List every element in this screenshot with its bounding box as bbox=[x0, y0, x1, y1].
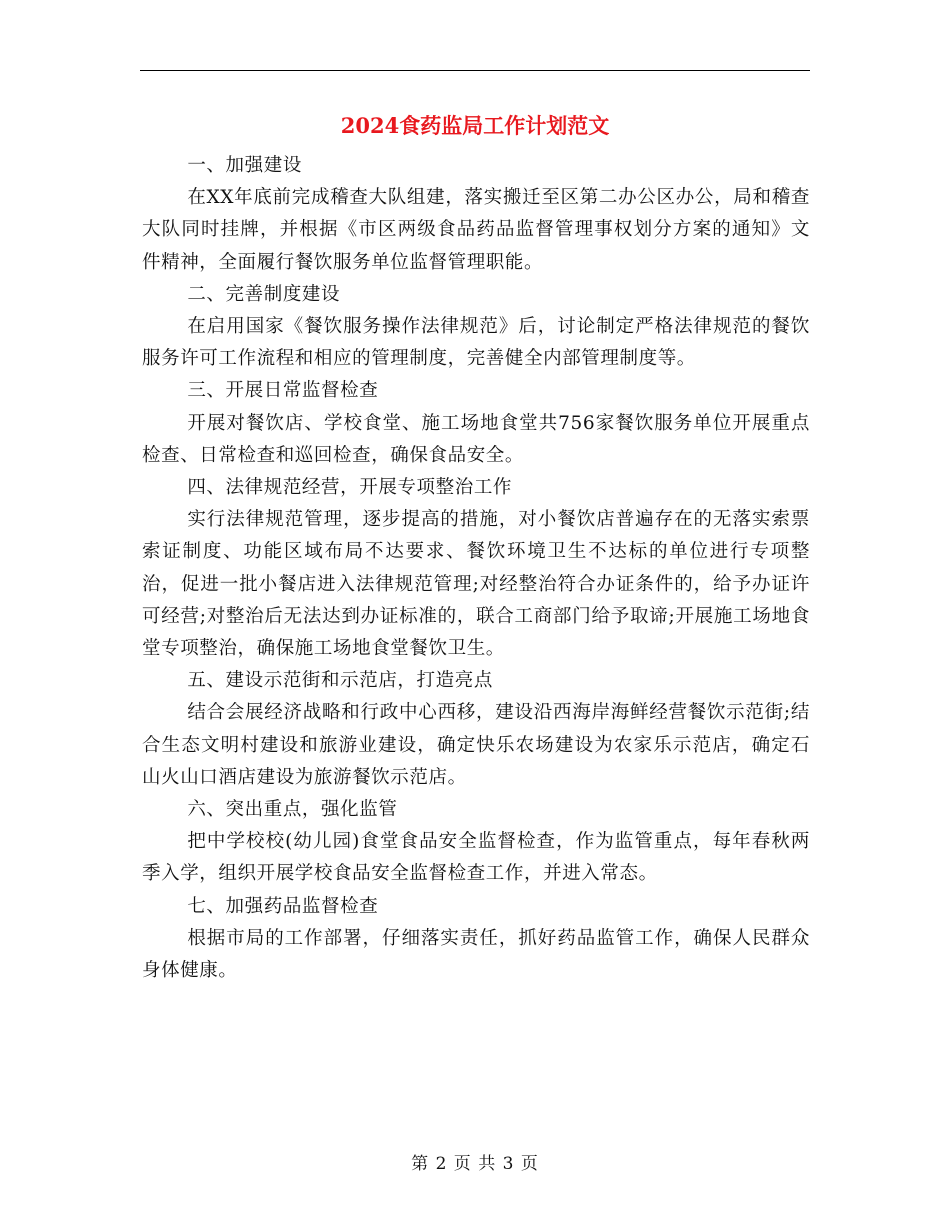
document-title: 2024食药监局工作计划范文 bbox=[340, 113, 610, 138]
section-heading-3: 三、开展日常监督检查 bbox=[187, 380, 379, 402]
body-paragraph-4: 实行法律规范管理，逐步提高的措施，对小餐饮店普遍存在的无落实索票索证制度、功能区域布局不达要求、餐饮环境卫生不达标的单位进行专项整治，促进一批小餐店进入法律规范管理;对经整治符合办证条件的，给予办证许可经营;对整治后无法达到办证标准的，联合工商部门给予取谛;开展施工场地食堂专项整治，确保施工场地食堂餐饮卫生。 bbox=[142, 509, 810, 660]
document-body bbox=[142, 150, 810, 987]
body-paragraph-1: 在XX年底前完成稽查大队组建，落实搬迁至区第二办公区办公，局和稽查大队同时挂牌，并根据《市区两级食品药品监督管理事权划分方案的通知》文件精神，全面履行餐饮服务单位监督管理职能。 bbox=[142, 187, 810, 273]
section-heading-2: 二、完善制度建设 bbox=[187, 283, 341, 305]
body-paragraph-6: 把中学校校(幼儿园)食堂食品安全监督检查，作为监管重点，每年春秋两季入学，组织开展学校食品安全监督检查工作，并进入常态。 bbox=[142, 831, 810, 885]
body-paragraph-7: 根据市局的工作部署，仔细落实责任，抓好药品监管工作，确保人民群众身体健康。 bbox=[142, 927, 810, 982]
section-heading-1: 一、加强建设 bbox=[187, 155, 302, 176]
section-heading-6: 六、突出重点，强化监管 bbox=[187, 799, 398, 821]
body-paragraph-5: 结合会展经济战略和行政中心西移，建设沿西海岸海鲜经营餐饮示范街;结合生态文明村建设和旅游业建设，确定快乐农场建设为农家乐示范店，确定石山火山口酒店建设为旅游餐饮示范店。 bbox=[142, 702, 810, 788]
body-paragraph-2: 在启用国家《餐饮服务操作法律规范》后，讨论制定严格法律规范的餐饮服务许可工作流程和相应的管理制度，完善健全内部管理制度等。 bbox=[142, 316, 810, 370]
section-heading-4: 四、法律规范经营，开展专项整治工作 bbox=[187, 477, 513, 499]
header-rule bbox=[140, 70, 810, 71]
page-number: 第 2 页 共 3 页 bbox=[411, 1154, 539, 1174]
body-paragraph-3: 开展对餐饮店、学校食堂、施工场地食堂共756家餐饮服务单位开展重点检查、日常检查和巡回检查，确保食品安全。 bbox=[142, 412, 810, 466]
section-heading-7: 七、加强药品监督检查 bbox=[187, 895, 379, 917]
section-heading-5: 五、建设示范街和示范店，打造亮点 bbox=[187, 670, 493, 692]
